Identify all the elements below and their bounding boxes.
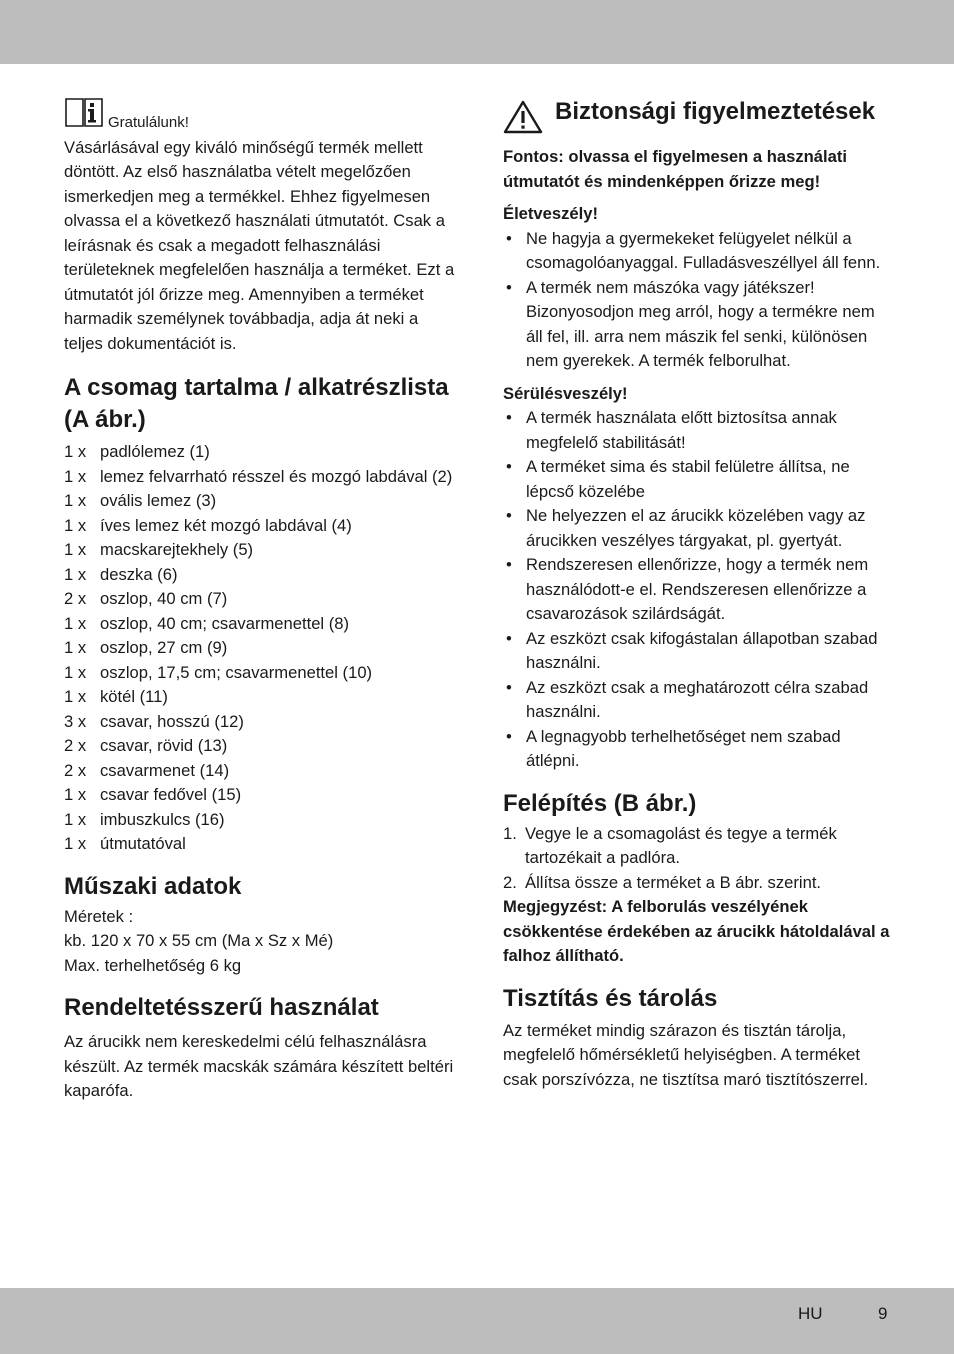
parts-item (64, 759, 456, 784)
parts-item (64, 710, 456, 735)
list-item: • A termék használata előtt biztosítsa annak megfelelő stabilitását! (503, 406, 895, 455)
parts-name: íves lemez két mozgó labdával (4) (100, 515, 352, 535)
intended-use-title: Rendeltetésszerű használat (64, 994, 379, 1021)
tech-line-dimensions: kb. 120 x 70 x 55 cm (Ma x Sz x Mé) (64, 931, 334, 950)
parts-qty: 1 x (64, 442, 87, 461)
assembly-step (503, 871, 895, 896)
parts-qty: 2 x (64, 736, 87, 755)
parts-name: padlólemez (1) (100, 442, 210, 461)
parts-qty: 1 x (64, 662, 87, 682)
list-item: • Az eszközt csak a meghatározott célra szabad használni. (503, 676, 895, 725)
list-item: • A termék nem mászóka vagy játékszer! Bizonyosodjon meg arról, hogy a termékre nem áll fel, ill. arra nem mászik fel senki, különösen nem gyerekek. A termék felborulhat. (503, 276, 895, 374)
parts-name: útmutatóval (100, 834, 186, 853)
injury-danger-title: Sérülésveszély! (503, 383, 628, 403)
parts-name: kötél (11) (100, 687, 168, 706)
parts-name: oszlop, 40 cm; csavarmenettel (8) (100, 613, 350, 633)
parts-list (64, 440, 456, 857)
parts-item (64, 465, 456, 490)
greeting-text: Gratulálunk! (108, 114, 189, 131)
intro-greeting (64, 96, 456, 136)
parts-name: lemez felvarrható résszel és mozgó labdával (2) (100, 466, 453, 486)
parts-item (64, 636, 456, 661)
parts-title: A csomag tartalma / alkatrészlista (A ábr.) (64, 374, 449, 433)
parts-qty: 1 x (64, 785, 87, 804)
cleaning-title: Tisztítás és tárolás (503, 984, 718, 1012)
parts-name: macskarejtekhely (5) (100, 540, 254, 559)
parts-name: oszlop, 40 cm (7) (100, 589, 228, 608)
cleaning-text: Az terméket mindig szárazon és tisztán tárolja, megfelelő hőmérsékletű helyiségben. A terméket csak porszívózza, ne tisztítsa maró tisztítószerrel. (503, 1020, 869, 1089)
parts-qty: 2 x (64, 760, 87, 780)
parts-name: csavarmenet (14) (100, 760, 230, 780)
parts-name: oszlop, 17,5 cm; csavarmenettel (10) (100, 662, 373, 682)
step-text: Állítsa össze a terméket a B ábr. szerint. (525, 872, 822, 892)
intended-use-text: Az árucikk nem kereskedelmi célú felhasználásra készült. Az termék macskák számára készített beltéri kaparófa. (64, 1032, 454, 1100)
safety-heading (503, 96, 895, 139)
step-number: 1. (503, 823, 517, 843)
warning-triangle-icon (503, 96, 555, 139)
parts-item (64, 734, 456, 759)
parts-name: imbuszkulcs (16) (100, 809, 225, 829)
parts-name: deszka (6) (100, 564, 178, 584)
intro-paragraph: Vásárlásával egy kiváló minőségű termék mellett döntött. Az első használatba vételt megelőzően ismerkedjen meg a termékkel. Ehhez figyelmesen olvassa el a következő használati útmutatót. Csak a leírásnak és csak a megadott felhasználási területeknek megfelelően használja a terméket. Ezt a útmutatót jól őrizze meg. Amennyiben a terméket harmadik személynek továbbadja, adja át neki a teljes dokumentációt is. (64, 137, 455, 353)
parts-item (64, 808, 456, 833)
left-column (64, 96, 456, 1104)
parts-item (64, 440, 456, 465)
assembly-title: Felépítés (B ábr.) (503, 789, 697, 817)
parts-name: csavar, hosszú (12) (100, 711, 244, 731)
parts-name: csavar fedővel (15) (100, 785, 242, 804)
parts-qty: 2 x (64, 589, 87, 608)
parts-name: ovális lemez (3) (100, 491, 217, 510)
step-number: 2. (503, 872, 517, 892)
parts-name: oszlop, 27 cm (9) (100, 638, 228, 657)
assembly-step (503, 822, 895, 871)
life-danger-title: Életveszély! (503, 204, 599, 223)
parts-name: csavar, rövid (13) (100, 736, 228, 755)
footer-language: HU (798, 1304, 823, 1323)
safety-important: Fontos: olvassa el figyelmesen a használati útmutatót és mindenképpen őrizze meg! (503, 147, 847, 191)
parts-qty: 1 x (64, 466, 87, 486)
parts-qty: 1 x (64, 515, 87, 535)
parts-qty: 1 x (64, 687, 87, 706)
parts-qty: 1 x (64, 540, 87, 559)
tech-line-max-load: Max. terhelhetőség 6 kg (64, 955, 242, 975)
list-item: • Az eszközt csak kifogástalan állapotban szabad használni. (503, 627, 895, 676)
parts-item (64, 783, 456, 808)
parts-item (64, 587, 456, 612)
parts-item (64, 661, 456, 686)
life-danger-list (503, 227, 895, 374)
tech-line-dimensions-label: Méretek : (64, 906, 134, 926)
parts-item (64, 514, 456, 539)
page-number: 9 (878, 1304, 888, 1323)
parts-item (64, 489, 456, 514)
list-item: • Ne helyezzen el az árucikk közelében vagy az árucikken veszélyes tárgyakat, pl. gyertyát. (503, 504, 895, 553)
right-column (503, 96, 895, 1092)
parts-item (64, 832, 456, 857)
safety-title: Biztonsági figyelmeztetések (555, 98, 876, 125)
tech-title: Műszaki adatok (64, 872, 242, 900)
parts-qty: 1 x (64, 638, 87, 657)
parts-qty: 1 x (64, 809, 87, 829)
info-book-icon (64, 96, 104, 136)
parts-item (64, 563, 456, 588)
parts-item (64, 685, 456, 710)
injury-danger-list (503, 406, 895, 774)
parts-qty: 1 x (64, 491, 87, 510)
header-bar (0, 0, 954, 64)
list-item: • A terméket sima és stabil felületre állítsa, ne lépcső közelébe (503, 455, 895, 504)
parts-item (64, 612, 456, 637)
parts-qty: 3 x (64, 711, 87, 731)
parts-qty: 1 x (64, 564, 87, 584)
parts-item (64, 538, 456, 563)
list-item: • Ne hagyja a gyermekeket felügyelet nélkül a csomagolóanyaggal. Fulladásveszéllyel áll fenn. (503, 227, 895, 276)
parts-qty: 1 x (64, 613, 87, 633)
list-item: • A legnagyobb terhelhetőséget nem szabad átlépni. (503, 725, 895, 774)
assembly-note: Megjegyzést: A felborulás veszélyének csökkentése érdekében az árucikk hátoldalával a falhoz állítható. (503, 897, 890, 965)
parts-qty: 1 x (64, 834, 87, 853)
list-item: • Rendszeresen ellenőrizze, hogy a termék nem használódott-e el. Rendszeresen ellenőrizze a csavarozások szilárdságát. (503, 553, 895, 627)
step-text: Vegye le a csomagolást és tegye a termék tartozékait a padlóra. (525, 823, 837, 867)
assembly-steps (503, 822, 895, 896)
